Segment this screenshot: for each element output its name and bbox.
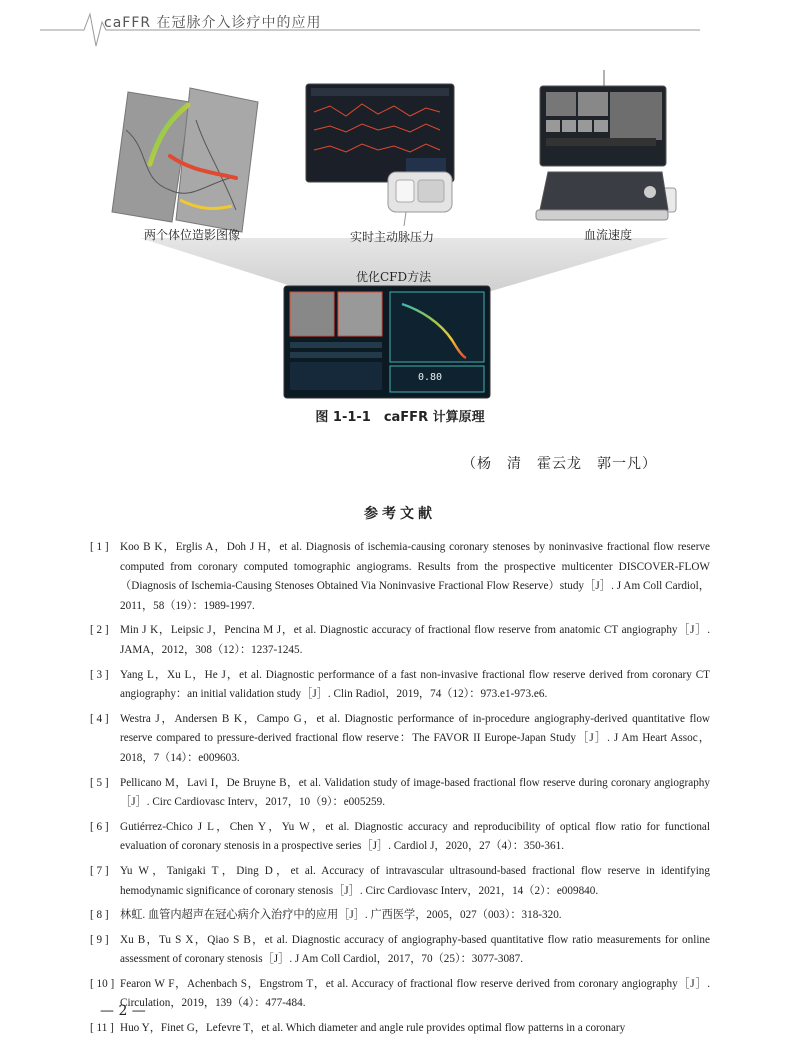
screen-ffr-value: 0.80 [418,372,443,383]
label-flow-velocity: 血流速度 [584,228,633,242]
label-aortic-pressure: 实时主动脉压力 [350,230,435,244]
reference-text: 林虹. 血管内超声在冠心病介入治疗中的应用［J］. 广西医学，2005，027（003）：318-320. [120,909,562,922]
reference-text: Koo B K，Erglis A，Doh J H，et al. Diagnosis of ischemia-causing coronary stenoses by noninvasive fractional flow reserve computed from coronary computed tomographic angiograms. Results from the prospective multicenter DISCOVER-FLOW（Diagnosis of Ischemia-Causing Stenoses Obtained Via Noninvasive Fractional Flow Reserve）study［J］. J Am Coll Cardiol，2011，58（19）：1989-1997. [120,541,710,612]
reference-number: [ 7 ] [90,864,109,877]
reference-text: Yu W，Tanigaki T，Ding D，et al. Accuracy of intravascular ultrasound-based fractional flow reserve in identifying hemodynamic significance of coronary stenosis［J］. Circ Cardiovasc Interv，2021，14（2）：e009840. [120,864,710,897]
running-header [0,0,800,56]
pressure-monitor [306,84,454,226]
reference-number: [ 10 ] [90,977,115,990]
authors: （杨 清 霍云龙 郭一凡） [462,456,657,472]
page-number: — 2 — [100,1003,146,1019]
workstation [536,70,676,220]
figure-cafrr-principle [0,60,800,440]
result-screen [284,286,490,398]
reference-item [90,774,710,813]
reference-item [90,931,710,970]
label-cfd-method: 优化CFD方法 [356,270,432,284]
reference-item [90,818,710,857]
reference-text: Xu B，Tu S X，Qiao S B，et al. Diagnostic accuracy of angiography-based quantitative flow ratio measurements for online assessment of coronary stenosis［J］. J Am Coll Cardiol，2017，70（25）：3077-3087. [120,933,710,966]
reference-item [90,538,710,616]
reference-item [90,710,710,769]
reference-number: [ 2 ] [90,624,109,637]
reference-number: [ 8 ] [90,909,109,922]
reference-item [90,1019,710,1039]
reference-number: [ 3 ] [90,668,109,681]
references-list [90,538,710,1044]
reference-item [90,666,710,705]
references-title: 参考文献 [364,506,436,522]
figure-caption: 图 1-1-1 caFFR 计算原理 [315,410,485,425]
reference-text: Gutiérrez-Chico J L，Chen Y，Yu W，et al. Diagnostic accuracy and reproducibility of optical flow ratio for functional evaluation of coronary stenosis in a prospective series［J］. Cardiol J，2020，27（4）：350-361. [120,820,710,853]
reference-number: [ 5 ] [90,776,109,789]
reference-number: [ 4 ] [90,712,109,725]
reference-number: [ 1 ] [90,541,109,553]
reference-number: [ 6 ] [90,820,109,833]
running-title: caFFR 在冠脉介入诊疗中的应用 [104,15,322,31]
reference-item [90,621,710,660]
reference-text: Yang L，Xu L，He J，et al. Diagnostic performance of a fast non-invasive fractional flow reserve derived from coronary CT angiography：an initial validation study［J］. Clin Radiol，2019，74（12）：973.e1-973.e6. [120,668,710,701]
reference-text: Pellicano M，Lavi I，De Bruyne B，et al. Validation study of image-based fractional flow reserve during coronary angiography［J］. Circ Cardiovasc Interv，2017，10（9）：e005259. [120,776,710,809]
reference-item [90,862,710,901]
reference-item [90,906,710,926]
reference-number: [ 11 ] [90,1022,114,1035]
angiography-panels [112,88,258,232]
label-angiography: 两个体位造影图像 [144,228,241,242]
reference-text: Fearon W F，Achenbach S，Engstrom T，et al. Accuracy of fractional flow reserve derived from coronary angiography［J］. Circulation，2019，139（4）：477-484. [120,977,710,1010]
reference-text: Huo Y，Finet G，Lefevre T，et al. Which diameter and angle rule provides optimal flow patterns in a coronary [120,1022,626,1035]
reference-text: Min J K，Leipsic J，Pencina M J，et al. Diagnostic accuracy of fractional flow reserve from anatomic CT angiography［J］. JAMA，2012，308（12）：1237-1245. [120,624,710,656]
reference-item [90,975,710,1014]
reference-number: [ 9 ] [90,933,109,946]
reference-text: Westra J，Andersen B K，Campo G，et al. Diagnostic performance of in-procedure angiography-derived quantitative flow reserve compared to pressure-derived fractional flow reserve：The FAVOR II Europe-Japan Study［J］. J Am Heart Assoc，2018，7（14）：e009603. [120,712,710,764]
